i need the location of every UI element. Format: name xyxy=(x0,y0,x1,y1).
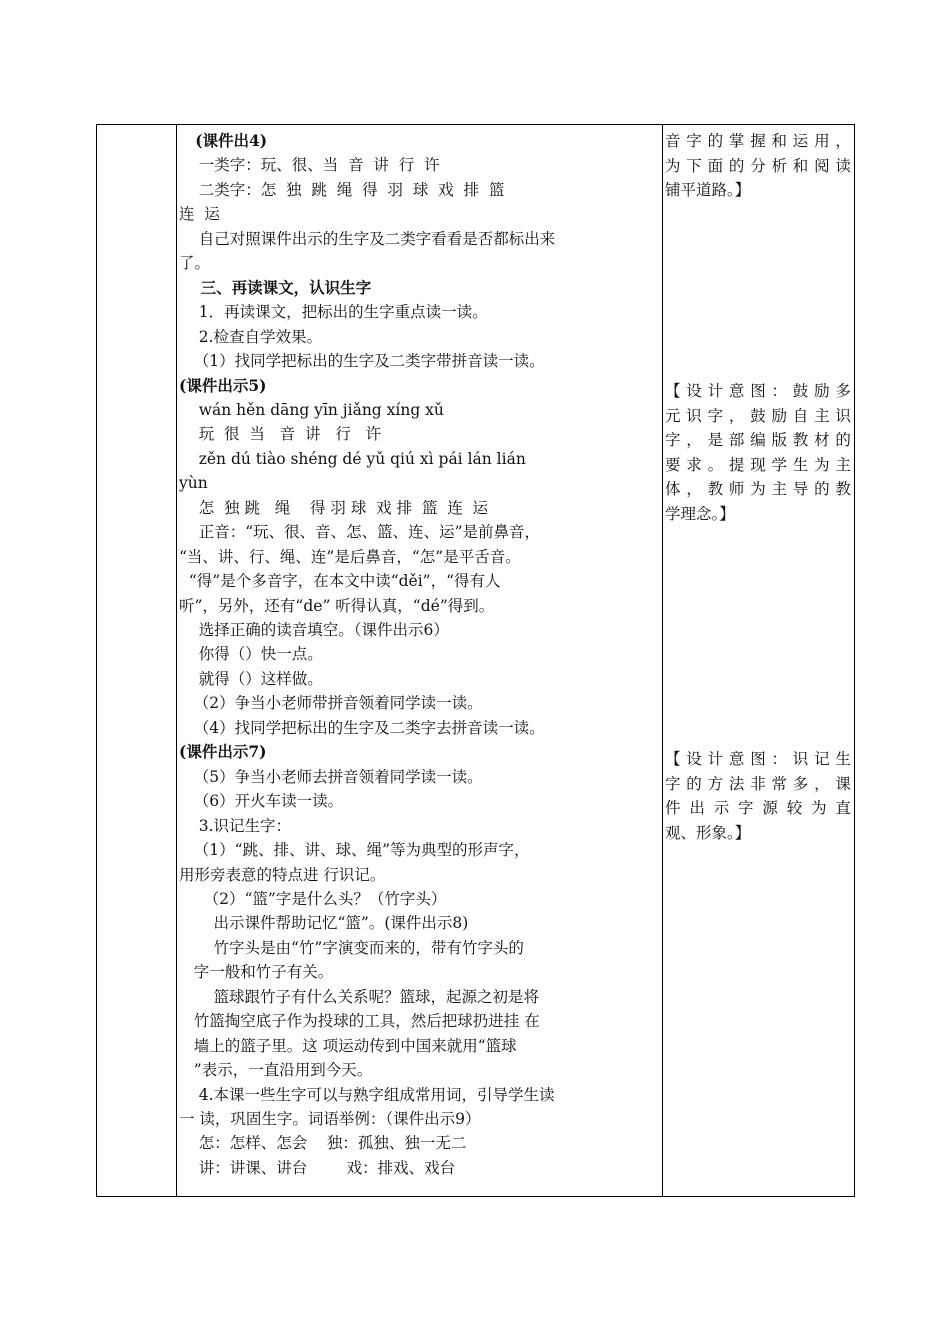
text-line: 一 读，巩固生字。词语举例：（课件出示9） xyxy=(179,1110,481,1128)
text-line: 怎 独 跳 绳 得 羽 球 戏 排 篮 连 运 xyxy=(179,498,489,517)
design-intent-note xyxy=(665,747,851,845)
note-line: 件 出 示 字 源 较 为 直 xyxy=(665,799,851,817)
note-line: 观、形象。】 xyxy=(665,823,751,842)
text-line: (课件出示5) xyxy=(179,375,267,395)
text-line: 出示课件帮助记忆“篮”。(课件出示8) xyxy=(179,914,469,933)
text-line: “得”是个多音字，在本文中读“děi”，“得有人 xyxy=(179,572,501,591)
text-line: 怎：怎样、怎会 独：孤独、独一无二 xyxy=(179,1134,467,1153)
text-line: 讲：讲课、讲台 戏：排戏、戏台 xyxy=(179,1158,456,1177)
text-line: 竹字头是由“竹”字演变而来的，带有竹字头的 xyxy=(179,938,524,957)
note-line: 元 识 字 ， 鼓 励 自 主 识 xyxy=(665,406,851,425)
text-line: （1）找同学把标出的生字及二类字带拼音读一读。 xyxy=(179,352,545,371)
text-line: 自己对照课件出示的生字及二类字看看是否都标出来 xyxy=(179,229,556,248)
lesson-plan-table xyxy=(96,124,855,1197)
text-line: 你得（）快一点。 xyxy=(179,645,323,664)
note-line: 体 ， 教 师 为 主 导 的 教 xyxy=(665,480,851,498)
text-line: “当、讲、行、绳、连”是后鼻音，“怎”是平舌音。 xyxy=(179,547,521,566)
text-line: 篮球跟竹子有什么关系呢？篮球，起源之初是将 xyxy=(179,987,539,1006)
note-line: 字 ， 是 部 编 版 教 材 的 xyxy=(665,431,851,449)
note-line: 字 的 方 法 非 常 多 ， 课 xyxy=(665,774,851,793)
text-line: 就得（）这样做。 xyxy=(179,669,323,688)
text-line: （1）“跳、排、讲、球、绳”等为典型的形声字， xyxy=(179,841,530,860)
text-line: 1．再读课文，把标出的生字重点读一读。 xyxy=(179,303,488,322)
design-intent-note xyxy=(665,379,851,526)
text-line: （4）找同学把标出的生字及二类字去拼音读一读。 xyxy=(179,718,545,737)
note-line: 【 设 计 意 图 ： 识 记 生 xyxy=(665,750,851,768)
column-divider-right xyxy=(662,125,663,1196)
text-line: 二类字：怎 独 跳 绳 得 羽 球 戏 排 篮 xyxy=(179,180,505,199)
text-line: 了。 xyxy=(179,254,211,273)
note-line: 【 设 计 意 图 ： 鼓 励 多 xyxy=(665,382,851,400)
note-line: 为 下 面 的 分 析 和 阅 读 xyxy=(665,156,851,175)
text-line: 三、再读课文，认识生字 xyxy=(179,277,372,297)
note-line: 铺平道路。】 xyxy=(665,181,751,199)
text-line: zěn dú tiào shéng dé yǔ qiú xì pái lán lián xyxy=(179,449,526,468)
text-line: 4.本课一些生字可以与熟字组成常用词，引导学生读 xyxy=(179,1085,555,1104)
text-line: 连 运 xyxy=(179,205,220,224)
text-line: 2.检查自学效果。 xyxy=(179,327,322,346)
note-line: 要 求 。 提 现 学 生 为 主 xyxy=(665,455,851,474)
text-line: yùn xyxy=(179,474,208,493)
text-line: （2）“篮”字是什么头？（竹字头） xyxy=(179,889,447,908)
note-line: 学理念。】 xyxy=(665,504,735,523)
text-line: (课件出4) xyxy=(179,131,268,150)
text-line: （5）争当小老师去拼音领着同学读一读。 xyxy=(179,767,483,786)
text-line: 正音：“玩、很、音、怎、篮、连、运”是前鼻音， xyxy=(179,523,541,542)
design-intent-note xyxy=(665,129,851,203)
text-line: (课件出示7) xyxy=(179,742,267,762)
column-divider-left xyxy=(176,125,177,1196)
text-line: （2）争当小老师带拼音领着同学读一读。 xyxy=(179,694,483,713)
text-line: 竹篮掏空底子作为投球的工具，然后把球扔进挂 在 xyxy=(179,1012,540,1031)
text-line: 用形旁表意的特点进 行识记。 xyxy=(179,865,386,884)
note-line: 音 字 的 掌 握 和 运 用 ， xyxy=(665,132,851,150)
text-line: 玩 很 当 音 讲 行 许 xyxy=(179,425,382,444)
text-line: 墙上的篮子里。这 项运动传到中国来就用“篮球 xyxy=(179,1036,517,1055)
text-line: （6）开火车读一读。 xyxy=(179,792,344,811)
text-line: 字一般和竹子有关。 xyxy=(179,963,334,982)
text-line: wán hěn dāng yīn jiǎng xíng xǔ xyxy=(179,400,444,419)
text-line: ”表示，一直沿用到今天。 xyxy=(179,1061,373,1080)
text-line: 一类字：玩、很、当 音 讲 行 许 xyxy=(179,156,440,175)
text-line: 听”，另外，还有“de” 听得认真，“dé”得到。 xyxy=(179,596,495,615)
text-line: 3.识记生字： xyxy=(179,816,291,835)
text-line: 选择正确的读音填空。（课件出示6） xyxy=(179,621,449,639)
